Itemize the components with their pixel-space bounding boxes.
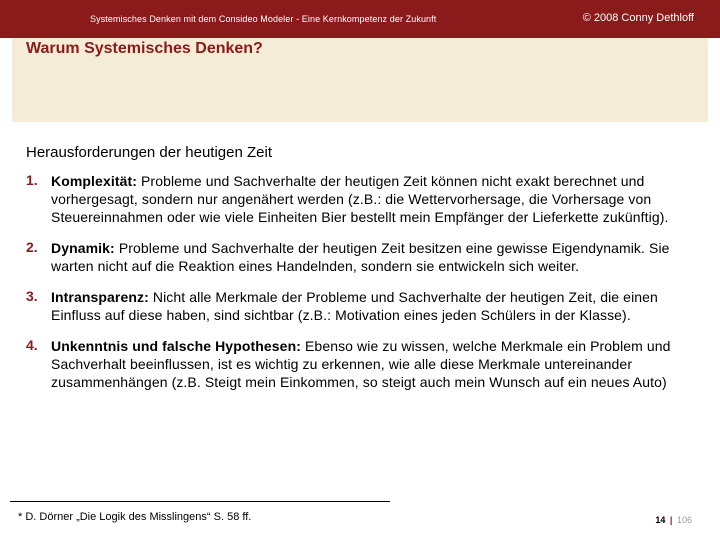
section-heading: Herausforderungen der heutigen Zeit [26, 144, 272, 161]
item-text [51, 239, 706, 275]
item-description: Nicht alle Merkmale der Probleme und Sachverhalte der heutigen Zeit, die einen Einfluss auf diese haben, sind sichtbar (z.B.: Motivation eines jeden Schülers in der Klasse). [51, 289, 658, 323]
item-number: 4. [26, 337, 38, 353]
page-separator: | [669, 515, 673, 525]
item-description: Probleme und Sachverhalte der heutigen Zeit besitzen eine gewisse Eigendynamik. Sie warten nicht auf die Reaktion eines Handelnden, sondern sie entwickeln sich weiter. [51, 240, 670, 274]
item-term: Dynamik: [51, 240, 115, 256]
item-text [51, 337, 706, 391]
item-number: 3. [26, 288, 38, 304]
header-bar [0, 0, 720, 38]
challenge-list [26, 172, 706, 404]
footnote-divider [10, 501, 390, 502]
title-box [12, 38, 708, 122]
presentation-subtitle: Systemisches Denken mit dem Consideo Modeler - Eine Kernkompetenz der Zukunft [90, 14, 437, 24]
item-text [51, 172, 706, 226]
item-description: Probleme und Sachverhalte der heutigen Zeit können nicht exakt berechnet und vorhergesagt, sondern nur angenähert werden (z.B.: die Wettervorhersage, die Vorhersage von Steuereinnahmen oder wie viele Einheiten Bier bestellt mein Empfänger der Lieferkette zukünftig). [51, 173, 669, 225]
list-item [26, 288, 706, 324]
slide-title: Warum Systemisches Denken? [26, 40, 263, 57]
item-text [51, 288, 706, 324]
item-number: 1. [26, 172, 38, 188]
total-pages: 106 [676, 515, 692, 525]
item-description: Ebenso wie zu wissen, welche Merkmale ein Problem und Sachverhalt beeinflussen, ist es wichtig zu erkennen, wie alle diese Merkmale untereinander zusammenhängen (z.B. Steigt mein Einkommen, so steigt auch mein Wunsch auf ein neues Auto) [51, 338, 671, 390]
item-number: 2. [26, 239, 38, 255]
list-item [26, 337, 706, 391]
current-page: 14 [655, 515, 666, 525]
copyright-notice: © 2008 Conny Dethloff [582, 12, 694, 24]
footnote: * D. Dörner „Die Logik des Misslingens“ S. 58 ff. [18, 511, 252, 523]
item-term: Komplexität: [51, 173, 137, 189]
item-term: Unkenntnis und falsche Hypothesen: [51, 338, 301, 354]
item-term: Intransparenz: [51, 289, 149, 305]
list-item [26, 172, 706, 226]
list-item [26, 239, 706, 275]
page-indicator [655, 515, 692, 525]
